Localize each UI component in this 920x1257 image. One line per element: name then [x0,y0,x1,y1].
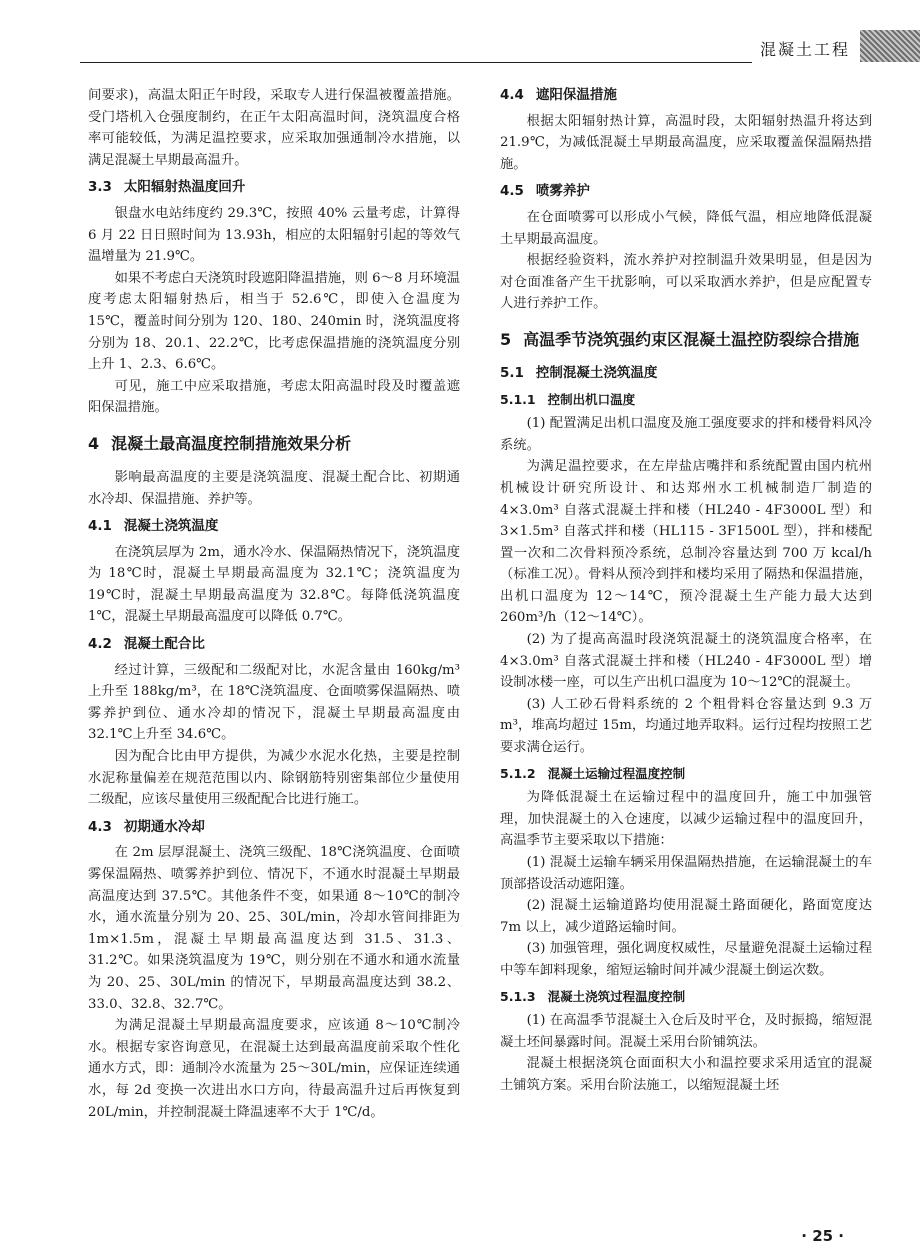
section-heading-5: 5 高温季节浇筑强约束区混凝土温控防裂综合措施 [500,329,860,349]
page-header [80,28,920,64]
paragraph: 为降低混凝土在运输过程中的温度回升，施工中加强管理，加快混凝土的入仓速度，以减少运输过程中的温度回升，高温季节主要采取以下措施： [500,790,872,849]
section-heading-5-1-1: 5.1.1 控制出机口温度 [500,391,636,407]
paragraph: (2) 混凝土运输道路均使用混凝土路面硬化，路面宽度达 7m 以上，减少道路运输时间。 [500,898,872,935]
left-column [88,85,460,1123]
section-heading-3-3: 3.3 太阳辐射热温度回升 [88,179,246,196]
paragraph: 在 2m 层厚混凝土、浇筑三级配、18℃浇筑温度、仓面喷雾保温隔热、喷雾养护到位、情况下，不通水时混凝土早期最高温度达到 37.5℃。其他条件不变，如果通 8～10℃的制冷水，通水流量分别为 20、25、30L/min，冷却水管间排距为 1m×1.5m，混凝土早期最高温度达到 31.5、31.3、31.2℃。如果浇筑温度为 19℃，则分别在不通水和通水流量为 20、25、30L/min 的情况下，早期最高温度达到 38.2、33.0、32.8、32.7℃。 [88,845,460,1012]
paragraph: (3) 人工砂石骨料系统的 2 个粗骨料仓容量达到 9.3 万 m³，堆高均超过 15m，均通过地弄取料。运行过程均按照工艺要求满仓运行。 [500,696,872,756]
header-rule [80,62,752,63]
paragraph: 如果不考虑白天浇筑时段遮阳降温措施，则 6～8 月环境温度考虑太阳辐射热后，相当于 52.6℃，即使入仓温度为 15℃，覆盖时间分别为 120、180、240min 时，浇筑温度将分别为 18、20.1、22.2℃，比考虑保温措施的浇筑温度分别上升 1、2.3、6.6℃。 [88,270,460,373]
section-heading-5-1-2: 5.1.2 混凝土运输过程温度控制 [500,765,686,781]
section-heading-5-1-3: 5.1.3 混凝土浇筑过程温度控制 [500,988,686,1004]
paragraph: 在仓面喷雾可以形成小气候，降低气温，相应地降低混凝土早期最高温度。 [500,209,872,247]
paragraph: (1) 混凝土运输车辆采用保温隔热措施，在运输混凝土的车顶部搭设活动遮阳篷。 [500,855,872,892]
section-heading-4-2: 4.2 混凝土配合比 [88,636,205,653]
journal-title: 混凝土工程 [759,40,850,59]
paragraph: (2) 为了提高高温时段浇筑混凝土的浇筑温度合格率，在 4×3.0m³ 自落式混凝土拌和楼（HL240 - 4F3000L 型）增设制冰楼一座，可以生产出机口温度为 10～12℃的混凝土。 [500,632,872,691]
paragraph: (1) 在高温季节混凝土入仓后及时平仓，及时振捣，缩短混凝土坯间暴露时间。混凝土采用台阶铺筑法。 [500,1013,872,1050]
header-pattern-block [860,30,920,62]
section-heading-4-1: 4.1 混凝土浇筑温度 [88,518,219,535]
paragraph: 间要求)，高温太阳正午时段，采取专人进行保温被覆盖措施。受门塔机入仓强度制约，在正午太阳高温时间，浇筑温度合格率可能较低，为满足温控要求，应采取加强通制冷水措施，以满足混凝土早期最高温升。 [88,88,460,168]
paragraph: 影响最高温度的主要是浇筑温度、混凝土配合比、初期通水冷却、保温措施、养护等。 [88,469,460,507]
section-heading-4-4: 4.4 遮阳保温措施 [500,87,617,103]
paragraph: 混凝土根据浇筑仓面面积大小和温控要求采用适宜的混凝土铺筑方案。采用台阶法施工，以缩短混凝土坯 [500,1056,872,1093]
paragraph: 可见，施工中应采取措施，考虑太阳高温时段及时覆盖遮阳保温措施。 [88,378,460,416]
section-heading-5-1: 5.1 控制混凝土浇筑温度 [500,364,658,381]
section-heading-4-3: 4.3 初期通水冷却 [88,818,205,835]
paragraph: 在浇筑层厚为 2m，通水冷水、保温隔热情况下，浇筑温度为 18℃时，混凝土早期最高温度为 32.1℃；浇筑温度为 19℃时，混凝土早期最高温度为 32.8℃。每降低浇筑温度 1℃，混凝土早期最高温度可以降低 0.7℃。 [88,544,460,625]
paragraph: 银盘水电站纬度约 29.3℃，按照 40% 云量考虑，计算得 6 月 22 日日照时间为 13.93h，相应的太阳辐射引起的等效气温增量为 21.9℃。 [88,205,460,265]
page-number: · 25 · [801,1227,844,1245]
paragraph: 为满足混凝土早期最高温度要求，应该通 8～10℃制冷水。根据专家咨询意见，在混凝土达到最高温度前采取个性化通水方式，即：通制冷水流量为 25～30L/min，应保证连续通水，每 2d 变换一次进出水口方向，待最高温升过后再恢复到 20L/min，并控制混凝土降温速率不大于 1℃/d。 [88,1018,460,1120]
right-column [500,85,872,1097]
paragraph: 根据太阳辐射热计算，高温时段，太阳辐射热温升将达到 21.9℃，为减低混凝土早期最高温度，应采取覆盖保温隔热措施。 [500,113,872,172]
paragraph: 根据经验资料，流水养护对控制温升效果明显，但是因为对仓面准备产生干扰影响，可以采取洒水养护，但是应配置专人进行养护工作。 [500,253,872,312]
section-heading-4: 4 混凝土最高温度控制措施效果分析 [88,433,352,453]
paragraph: 为满足温控要求，在左岸盐店嘴拌和系统配置由国内杭州机械设计研究所设计、和达郑州水工机械制造厂制造的 4×3.0m³ 自落式混凝土拌和楼（HL240 - 4F3000L 型）和 3×1.5m³ 自落式拌和楼（HL115 - 3F1500L 型），拌和楼配置一次和二次骨料预冷系统，总制冷容量达到 700 万 kcal/h（标准工况）。骨料从预冷到拌和楼均采用了隔热和保温措施，出机口温度为 12～14℃，预冷混凝土生产能力最大达到 260m³/h（12～14℃）。 [500,459,872,626]
paragraph: (1) 配置满足出机口温度及施工强度要求的拌和楼骨料风冷系统。 [500,416,872,453]
paragraph: 因为配合比由甲方提供，为减少水泥水化热，主要是控制水泥称量偏差在规范范围以内、除钢筋特别密集部位少量使用二级配，应该尽量使用三级配配合比进行施工。 [88,749,460,808]
paragraph: 经过计算，三级配和二级配对比，水泥含量由 160kg/m³ 上升至 188kg/m³，在 18℃浇筑温度、仓面喷雾保温隔热、喷雾养护到位、通水冷却的情况下，混凝土早期最高温度由 32.1℃上升至 34.6℃。 [88,662,460,743]
section-heading-4-5: 4.5 喷雾养护 [500,183,590,200]
paragraph: (3) 加强管理，强化调度权威性，尽量避免混凝土运输过程中等车卸料现象，缩短运输时间并减少混凝土倒运次数。 [500,941,872,978]
